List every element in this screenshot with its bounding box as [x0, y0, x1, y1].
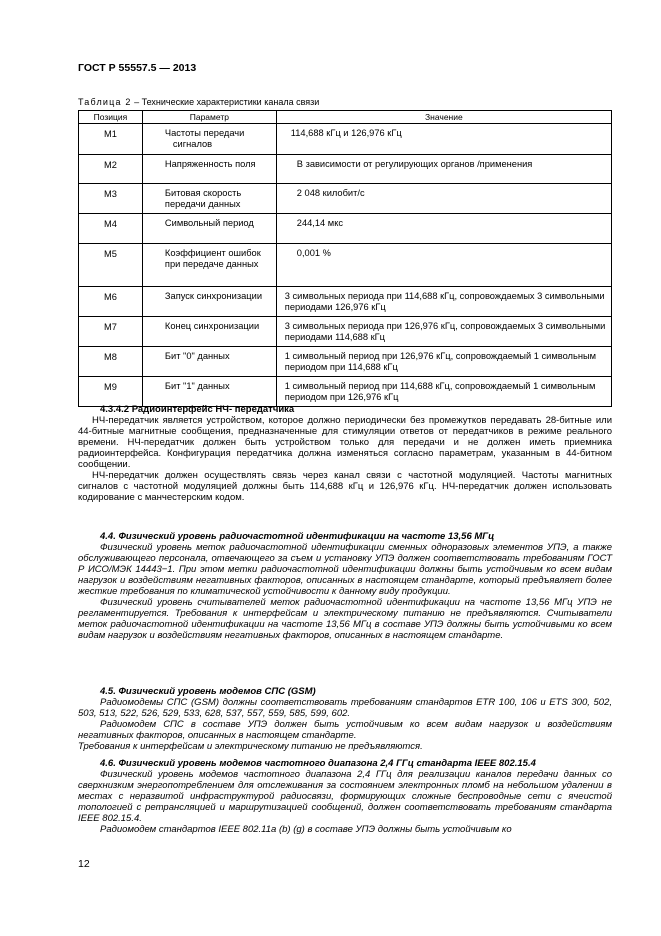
cell-parameter: Бит "1" данных: [142, 377, 276, 407]
column-header-position: Позиция: [79, 111, 143, 124]
section-heading: 4.6. Физический уровень модемов частотного диапазона 2,4 ГГц стандарта IEEE 802.15.4: [100, 758, 536, 769]
section-heading: 4.3.4.2 Радиоинтерфейс НЧ- передатчика: [100, 404, 295, 415]
paragraph: Требования к интерфейсам и электрическому питанию не предъявляются.: [78, 741, 423, 752]
section-4-5: [78, 686, 612, 752]
cell-position: M2: [79, 155, 143, 184]
cell-position: M1: [79, 124, 143, 155]
table-row: [79, 184, 612, 214]
table-row: [79, 124, 612, 155]
paragraph: Физический уровень считывателей меток радиочастотной идентификации на частоте 13,56 МГц УПЭ не регламентируется. Требования к интерфейсам и электрическому питанию не предъявляются. Считыватели меток радиочастотной идентификации на частоте 13,56 МГц в составе УПЭ должны быть устойчивыми ко всем видам нагрузок и воздействиям негативных факторов, описанных в настоящем стандарте.: [78, 597, 612, 641]
table-header-row: [79, 111, 612, 124]
table-caption: [78, 97, 319, 107]
section-4-4: [78, 531, 612, 641]
paragraph: Радиомодем СПС в составе УПЭ должен быть устойчивым ко всем видам нагрузок и воздействиям негативных факторов, описанных в настоящем стандарте.: [78, 719, 612, 741]
cell-parameter: Запуск синхронизации: [142, 287, 276, 317]
cell-value: 244,14 мкс: [276, 214, 611, 244]
cell-value: 2 048 килобит/с: [276, 184, 611, 214]
cell-value: 114,688 кГц и 126,976 кГц: [276, 124, 611, 155]
document-header: ГОСТ Р 55557.5 — 2013: [78, 62, 197, 74]
cell-parameter: Коэффициент ошибок при передаче данных: [142, 244, 276, 287]
cell-parameter: Напряженность поля: [142, 155, 276, 184]
cell-value: 1 символьный период при 114,688 кГц, сопровождаемый 1 символьным периодом при 126,976 кГц: [276, 377, 611, 407]
table-row: [79, 347, 612, 377]
cell-value: 0,001 %: [276, 244, 611, 287]
cell-parameter: Частоты передачи сигналов: [142, 124, 276, 155]
table-caption-text: – Технические характеристики канала связи: [131, 97, 320, 107]
section-heading: 4.4. Физический уровень радиочастотной идентификации на частоте 13,56 МГц: [100, 531, 495, 542]
cell-parameter: Символьный период: [142, 214, 276, 244]
cell-position: M3: [79, 184, 143, 214]
table-caption-label: Таблица 2: [78, 97, 132, 107]
cell-position: M9: [79, 377, 143, 407]
page-number: 12: [78, 858, 90, 870]
paragraph: Физический уровень модемов частотного диапазона 2,4 ГГц для реализации каналов передачи данных со сверхнизким энергопотреблением для отслеживания за состоянием электронных пломб на небольшом удалении в местах с неразвитой инфраструктурой радиосвязи, формирующих сложные беспроводные сети с ячеистой топологией с ретрансляцией и маршрутизацией сообщений, должен соответствовать требованиям стандарта IEEE 802.15.4.: [78, 769, 612, 824]
paragraph: Радиомодем стандартов IEEE 802.11a (b) (g) в составе УПЭ должны быть устойчивым ко: [100, 824, 512, 835]
table-row: [79, 317, 612, 347]
specs-table: [78, 110, 612, 407]
paragraph: Радиомодемы СПС (GSM) должны соответствовать требованиям стандартов ETR 100, 106 и ETS 300, 502, 503, 513, 522, 526, 529, 533, 628, 537, 557, 559, 585, 599, 602.: [78, 697, 612, 719]
table-row: [79, 377, 612, 407]
section-heading: 4.5. Физический уровень модемов СПС (GSM): [100, 686, 316, 697]
cell-parameter: Бит "0" данных: [142, 347, 276, 377]
table-row: [79, 214, 612, 244]
cell-position: M8: [79, 347, 143, 377]
cell-value: 3 символьных периода при 126,976 кГц, сопровождаемых 3 символьными периодами 114,688 кГц: [276, 317, 611, 347]
cell-position: M7: [79, 317, 143, 347]
section-4-6: [78, 758, 612, 835]
paragraph: НЧ-передатчик должен осуществлять связь через канал связи с частотной модуляцией. Частоты магнитных сигналов с частотной модуляцией должны быть 114,688 кГц и 126,976 кГц. НЧ-передатчик должен использовать кодирование с манчестерским кодом.: [78, 470, 612, 503]
paragraph: НЧ-передатчик является устройством, которое должно периодически без промежутков передавать 28-битные или 44-битные магнитные сообщения, предназначенные для стимуляции ответов от передатчиков в режиме реального времени. НЧ-передатчик должен быть устройством только для передачи и не должен иметь приемника радиоинтерфейса. Конфигурация передатчика должна изменяться согласно параметрам, указанным в 44-битном сообщении.: [78, 415, 612, 470]
cell-value: 1 символьный период при 126,976 кГц, сопровождаемый 1 символьным периодом при 114,688 кГц: [276, 347, 611, 377]
column-header-parameter: Параметр: [142, 111, 276, 124]
table-row: [79, 244, 612, 287]
paragraph: Физический уровень меток радиочастотной идентификации сменных одноразовых элементов УПЭ, а также обслуживающего персонала, отвечающего за съем и установку УПЭ должен соответствовать требованиям ГОСТ Р ИСО/МЭК 14443−1. При этом метки радиочастотной идентификации должны быть устойчивым ко всем видам нагрузок и воздействиям негативных факторов, описанных в настоящем стандарте, который предъявляет более жесткие требования по климатической устойчивости к данному виду продукции.: [78, 542, 612, 597]
section-4-3-4-2: [78, 404, 612, 503]
cell-parameter: Конец синхронизации: [142, 317, 276, 347]
cell-value: В зависимости от регулирующих органов /применения: [276, 155, 611, 184]
cell-parameter: Битовая скорость передачи данных: [142, 184, 276, 214]
cell-position: M6: [79, 287, 143, 317]
table-row: [79, 287, 612, 317]
table-row: [79, 155, 612, 184]
cell-position: M4: [79, 214, 143, 244]
cell-position: M5: [79, 244, 143, 287]
column-header-value: Значение: [276, 111, 611, 124]
cell-value: 3 символьных периода при 114,688 кГц, сопровождаемых 3 символьными периодами 126,976 кГц: [276, 287, 611, 317]
